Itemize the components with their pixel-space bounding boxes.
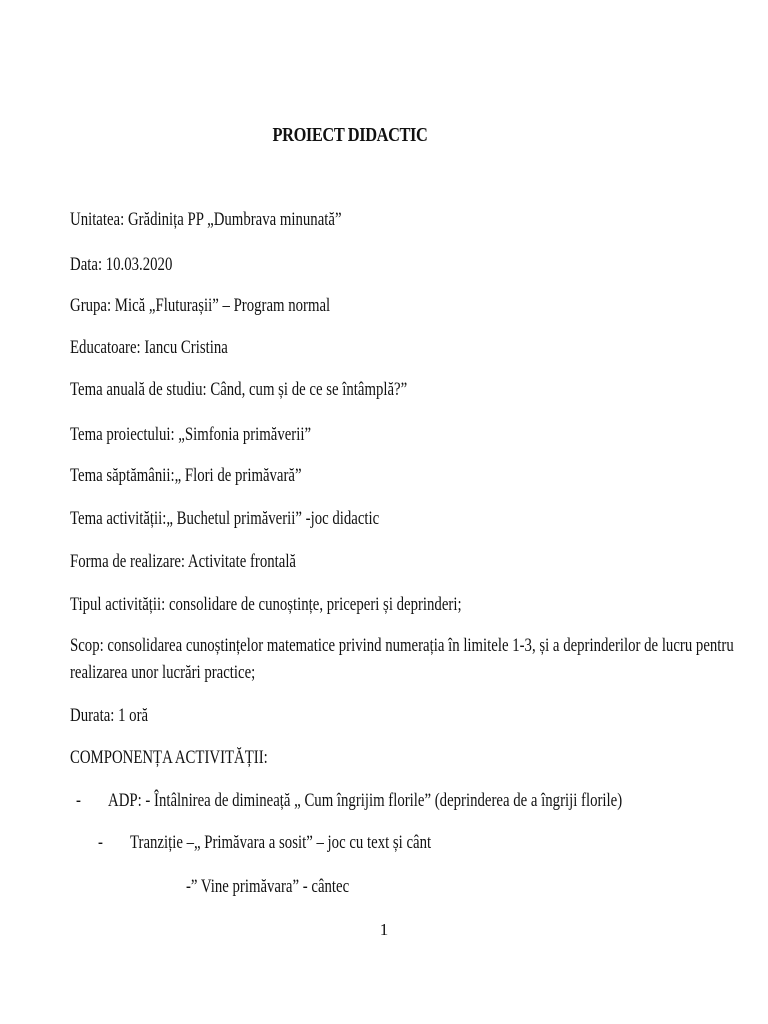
form-line: Forma de realizare: Activitate frontală xyxy=(70,552,297,572)
group-line: Grupa: Mică „Fluturașii” – Program normal xyxy=(70,296,331,316)
component-transition xyxy=(98,831,431,855)
date-line: Data: 10.03.2020 xyxy=(70,255,173,275)
page-number: 1 xyxy=(379,920,389,939)
unit-line: Unitatea: Grădinița PP „Dumbrava minunată” xyxy=(70,210,342,230)
component-adp-bullet: - xyxy=(76,791,81,811)
duration-line: Durata: 1 oră xyxy=(70,706,149,726)
component-song: -” Vine primăvara” - cântec xyxy=(186,877,350,897)
component-adp xyxy=(76,789,622,813)
component-transition-bullet: - xyxy=(98,833,103,853)
scope-line-2: realizarea unor lucrări practice; xyxy=(70,663,256,683)
scope-line-1: Scop: consolidarea cunoștințelor matematice privind numerația în limitele 1-3, și a deprinderilor de lucru pentru xyxy=(70,636,734,656)
document-title: PROIECT DIDACTIC xyxy=(272,124,428,146)
week-theme-line: Tema săptămânii:„ Flori de primăvară” xyxy=(70,466,302,486)
activity-theme-line: Tema activității:„ Buchetul primăverii” -joc didactic xyxy=(70,509,380,529)
components-heading: COMPONENȚA ACTIVITĂȚII: xyxy=(70,748,268,768)
activity-type-line: Tipul activității: consolidare de cunoștințe, priceperi și deprinderi; xyxy=(70,595,462,615)
component-adp-text: ADP: - Întâlnirea de dimineață „ Cum îngrijim florile” (deprinderea de a îngriji florile) xyxy=(108,791,623,811)
teacher-line: Educatoare: Iancu Cristina xyxy=(70,338,228,358)
annual-theme-line: Tema anuală de studiu: Când, cum și de ce se întâmplă?” xyxy=(70,380,408,400)
project-theme-line: Tema proiectului: „Simfonia primăverii” xyxy=(70,425,312,445)
component-transition-text: Tranziție –„ Primăvara a sosit” – joc cu text și cânt xyxy=(130,833,432,853)
